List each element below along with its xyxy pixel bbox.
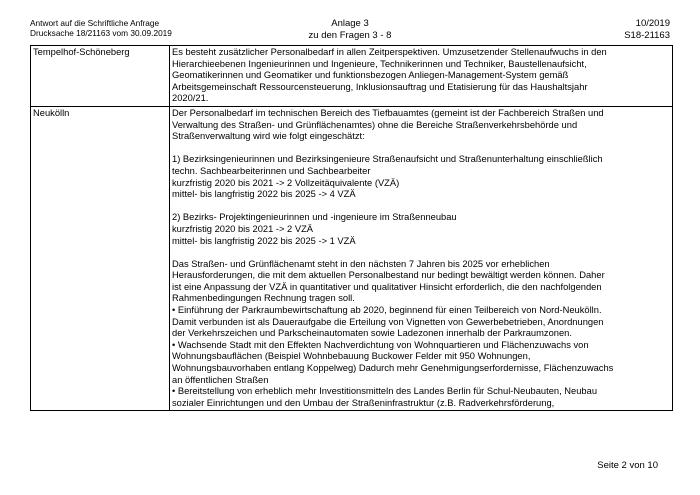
header-date: 10/2019 bbox=[635, 18, 670, 29]
text-line: Rahmenbedingungen Rechnung tragen soll. bbox=[172, 293, 355, 304]
text-line: Geomatikerinnen und Geomatiker und funktionsbezogen Anliegen-Management-System gemäß bbox=[172, 70, 569, 81]
text-line: kurzfristig 2020 bis 2021 -> 2 VZÄ bbox=[172, 223, 314, 234]
text-line: Damit verbunden ist als Daueraufgabe die Erteilung von Vignetten von Gewerbebetrieben, Anordnungen bbox=[172, 316, 604, 327]
text-line: 2) Bezirks- Projektingenieurinnen und -ingenieure im Straßenneubau bbox=[172, 212, 457, 223]
text-line: • Einführung der Parkraumbewirtschaftung ab 2020, beginnend für einen Teilbereich von Nord-Neukölln. bbox=[172, 305, 602, 316]
text-line: sozialer Einrichtungen und den Umbau der Straßeninfrastruktur (z.B. Radverkehrsförderung, bbox=[172, 397, 555, 408]
header-center bbox=[0, 18, 700, 41]
text-line: • Wachsende Stadt mit den Effekten Nachverdichtung von Wohnquartieren und Flächenzuwachs von bbox=[172, 339, 589, 350]
description-cell bbox=[170, 106, 673, 410]
page-number: Seite 2 von 10 bbox=[597, 460, 658, 471]
text-line: der Verkehrszeichen und Parkscheinautomaten sowie Ladezonen innerhalb der Parkraumzonen. bbox=[172, 328, 572, 339]
description-cell bbox=[170, 46, 673, 107]
district-cell bbox=[31, 106, 170, 410]
text-line: Es besteht zusätzlicher Personalbedarf in allen Zeitperspektiven. Umzusetzender Stellenaufwuchs in den bbox=[172, 47, 607, 57]
table-viewport bbox=[0, 45, 700, 438]
blank-line bbox=[172, 247, 670, 259]
text-line: mittel- bis langfristig 2022 bis 2025 -> 4 VZÄ bbox=[172, 189, 356, 200]
text-line: 2020/21. bbox=[172, 93, 209, 104]
table-row bbox=[31, 46, 673, 107]
header-anlage: Anlage 3 bbox=[331, 18, 369, 29]
header-reference: Antwort auf die Schriftliche Anfrage bbox=[30, 18, 160, 28]
district-table bbox=[30, 45, 673, 411]
text-line: ist eine Anpassung der VZÄ in quantitativer und qualitativer Hinsicht erforderlich, die den nachfolgenden bbox=[172, 281, 602, 292]
header-right bbox=[624, 18, 670, 41]
text-line: Der Personalbedarf im technischen Bereich des Tiefbauamtes (gemeint ist der Fachbereich Straßen und bbox=[172, 107, 604, 118]
text-line: mittel- bis langfristig 2022 bis 2025 -> 1 VZÄ bbox=[172, 235, 356, 246]
text-line: kurzfristig 2020 bis 2021 -> 2 Vollzeitäquivalente (VZÄ) bbox=[172, 177, 400, 188]
district-cell bbox=[31, 46, 170, 107]
table-row bbox=[31, 106, 673, 410]
text-line: Herausforderungen, die mit dem aktuellen Personalbestand nur bedingt bewältigt werden können. Daher bbox=[172, 270, 605, 281]
header-drucksache: Drucksache 18/21163 vom 30.09.2019 bbox=[30, 28, 172, 38]
text-line: Wohnungsbauflächen (Beispiel Wohnbebauung Buckower Felder mit 950 Wohnungen, bbox=[172, 351, 531, 362]
text-line: Verwaltung des Straßen- und Grünflächenamtes) ohne die Bereiche Straßenverkehrsbehörde und bbox=[172, 119, 578, 130]
district-name: Neukölln bbox=[33, 107, 70, 118]
text-line: Das Straßen- und Grünflächenamt steht in den nächsten 7 Jahren bis 2025 vor erheblichen bbox=[172, 258, 550, 269]
blank-line bbox=[172, 201, 670, 213]
text-line: Arbeitsgemeinschaft Ressourcensteuerung, Inklusionsauftrag und Etatisierung für das Haushaltsjahr bbox=[172, 81, 588, 92]
blank-line bbox=[172, 143, 670, 155]
text-line: • Bereitstellung von erheblich mehr Investitionsmitteln des Landes Berlin für Schul-Neubauten, Neubau bbox=[172, 386, 598, 397]
text-line: Hierarchieebenen Ingenieurinnen und Ingenieure, Technikerinnen und Techniker, Baustellenaufsicht, bbox=[172, 58, 587, 69]
text-line: Wohnungsbauvorhaben entlang Koppelweg) Dadurch mehr Genehmigungserfordernisse, Flächenzuwachs bbox=[172, 363, 614, 374]
district-name: Tempelhof-Schöneberg bbox=[33, 47, 130, 57]
text-line: an öffentlichen Straßen bbox=[172, 374, 269, 385]
text-line: techn. Sachbearbeiterinnen und Sachbearbeiter bbox=[172, 165, 371, 176]
text-line: 1) Bezirksingenieurinnen und Bezirksingenieure Straßenaufsicht und Straßenunterhaltung einschließlich bbox=[172, 154, 603, 165]
header-doc-id: S18-21163 bbox=[624, 29, 670, 41]
header-fragen: zu den Fragen 3 - 8 bbox=[308, 29, 392, 41]
text-line: Straßenverwaltung wird wie folgt eingeschätzt: bbox=[172, 131, 365, 142]
